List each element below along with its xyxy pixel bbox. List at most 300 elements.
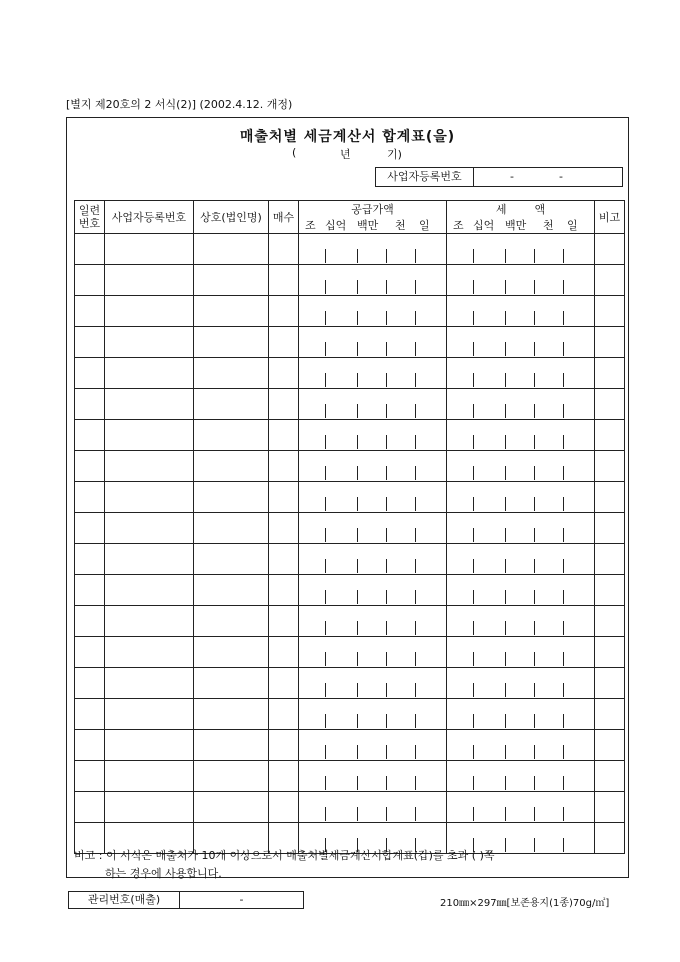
digit-separator xyxy=(415,807,416,821)
cell-sheet-count[interactable] xyxy=(269,265,299,296)
cell-sheet-count[interactable] xyxy=(269,637,299,668)
digit-separator xyxy=(357,249,358,263)
cell-sheet-count[interactable] xyxy=(269,668,299,699)
digit-separator xyxy=(357,807,358,821)
digit-separator xyxy=(534,807,535,821)
table-row xyxy=(75,544,625,575)
cell-company-name[interactable] xyxy=(194,606,269,637)
table-row xyxy=(75,730,625,761)
digit-separator xyxy=(325,776,326,790)
digit-separator xyxy=(357,714,358,728)
registration-dash-1: - xyxy=(510,170,514,183)
cell-company-name[interactable] xyxy=(194,792,269,823)
cell-business-number[interactable] xyxy=(105,296,194,327)
cell-remarks[interactable] xyxy=(595,761,625,792)
cell-company-name[interactable] xyxy=(194,637,269,668)
digit-separator xyxy=(563,466,564,480)
cell-supply-amount[interactable] xyxy=(299,296,447,327)
digit-separator xyxy=(473,249,474,263)
digit-separator xyxy=(325,590,326,604)
cell-supply-amount[interactable] xyxy=(299,513,447,544)
cell-business-number[interactable] xyxy=(105,637,194,668)
digit-separator xyxy=(386,559,387,573)
digit-separator xyxy=(415,745,416,759)
period-year: 년 xyxy=(340,148,351,161)
cell-sheet-count[interactable] xyxy=(269,234,299,265)
cell-remarks[interactable] xyxy=(595,265,625,296)
cell-remarks[interactable] xyxy=(595,296,625,327)
digit-separator xyxy=(563,280,564,294)
cell-serial[interactable] xyxy=(75,699,105,730)
digit-separator xyxy=(505,590,506,604)
cell-company-name[interactable] xyxy=(194,668,269,699)
cell-sheet-count[interactable] xyxy=(269,389,299,420)
digit-separator xyxy=(563,776,564,790)
cell-supply-amount[interactable] xyxy=(299,389,447,420)
table-row xyxy=(75,513,625,544)
table-row xyxy=(75,389,625,420)
digit-separator xyxy=(386,466,387,480)
supply-unit-baekman: 백만 xyxy=(357,219,379,232)
cell-serial[interactable] xyxy=(75,668,105,699)
digit-separator xyxy=(505,280,506,294)
cell-sheet-count[interactable] xyxy=(269,544,299,575)
cell-serial[interactable] xyxy=(75,575,105,606)
tax-unit-jo: 조 xyxy=(453,219,464,232)
cell-serial[interactable] xyxy=(75,296,105,327)
cell-remarks[interactable] xyxy=(595,234,625,265)
supply-unit-jo: 조 xyxy=(305,219,316,232)
management-number-value: - xyxy=(239,893,244,906)
cell-remarks[interactable] xyxy=(595,668,625,699)
cell-business-number[interactable] xyxy=(105,451,194,482)
cell-business-number[interactable] xyxy=(105,389,194,420)
digit-separator xyxy=(357,559,358,573)
cell-company-name[interactable] xyxy=(194,265,269,296)
digit-separator xyxy=(563,497,564,511)
digit-separator xyxy=(563,683,564,697)
digit-separator xyxy=(357,745,358,759)
cell-tax-amount[interactable] xyxy=(447,637,595,668)
cell-remarks[interactable] xyxy=(595,451,625,482)
digit-separator xyxy=(563,590,564,604)
digit-separator xyxy=(325,342,326,356)
digit-separator xyxy=(534,652,535,666)
paper-specification: 210㎜×297㎜[보존용지(1종)70g/㎡] xyxy=(440,898,610,909)
tax-unit-baekman: 백만 xyxy=(505,219,527,232)
col-serial-number xyxy=(75,201,105,234)
cell-company-name[interactable] xyxy=(194,482,269,513)
cell-business-number[interactable] xyxy=(105,606,194,637)
digit-separator xyxy=(325,807,326,821)
digit-separator xyxy=(386,249,387,263)
tax-amount-title: 세 액 xyxy=(495,203,546,216)
cell-supply-amount[interactable] xyxy=(299,358,447,389)
digit-separator xyxy=(563,342,564,356)
table-row xyxy=(75,792,625,823)
digit-separator xyxy=(415,373,416,387)
digit-separator xyxy=(386,745,387,759)
cell-tax-amount[interactable] xyxy=(447,296,595,327)
cell-supply-amount[interactable] xyxy=(299,730,447,761)
cell-supply-amount[interactable] xyxy=(299,792,447,823)
digit-separator xyxy=(357,776,358,790)
supply-amount-title: 공급가액 xyxy=(351,203,394,216)
digit-separator xyxy=(473,621,474,635)
tax-unit-sibeok: 십억 xyxy=(473,219,495,232)
digit-separator xyxy=(325,652,326,666)
digit-separator xyxy=(415,311,416,325)
cell-tax-amount[interactable] xyxy=(447,513,595,544)
digit-separator xyxy=(325,466,326,480)
cell-company-name[interactable] xyxy=(194,544,269,575)
digit-separator xyxy=(357,404,358,418)
table-row xyxy=(75,420,625,451)
digit-separator xyxy=(473,404,474,418)
digit-separator xyxy=(325,373,326,387)
cell-supply-amount[interactable] xyxy=(299,606,447,637)
cell-business-number[interactable] xyxy=(105,730,194,761)
cell-supply-amount[interactable] xyxy=(299,420,447,451)
col-serial-line2: 번호 xyxy=(78,217,101,230)
cell-company-name[interactable] xyxy=(194,451,269,482)
cell-serial[interactable] xyxy=(75,234,105,265)
digit-separator xyxy=(386,714,387,728)
cell-remarks[interactable] xyxy=(595,637,625,668)
digit-separator xyxy=(325,621,326,635)
cell-business-number[interactable] xyxy=(105,544,194,575)
digit-separator xyxy=(473,683,474,697)
registration-dash-2: - xyxy=(559,170,563,183)
cell-remarks[interactable] xyxy=(595,575,625,606)
cell-remarks[interactable] xyxy=(595,730,625,761)
cell-sheet-count[interactable] xyxy=(269,327,299,358)
cell-tax-amount[interactable] xyxy=(447,234,595,265)
cell-remarks[interactable] xyxy=(595,699,625,730)
digit-separator xyxy=(534,249,535,263)
digit-separator xyxy=(534,280,535,294)
cell-tax-amount[interactable] xyxy=(447,420,595,451)
digit-separator xyxy=(325,683,326,697)
cell-remarks[interactable] xyxy=(595,792,625,823)
digit-separator xyxy=(505,404,506,418)
cell-supply-amount[interactable] xyxy=(299,482,447,513)
digit-separator xyxy=(505,435,506,449)
cell-tax-amount[interactable] xyxy=(447,730,595,761)
cell-sheet-count[interactable] xyxy=(269,513,299,544)
digit-separator xyxy=(415,342,416,356)
digit-separator xyxy=(357,280,358,294)
digit-separator xyxy=(534,559,535,573)
col-business-number: 사업자등록번호 xyxy=(105,201,194,234)
cell-tax-amount[interactable] xyxy=(447,668,595,699)
cell-remarks[interactable] xyxy=(595,823,625,854)
digit-separator xyxy=(386,404,387,418)
cell-tax-amount[interactable] xyxy=(447,699,595,730)
cell-sheet-count[interactable] xyxy=(269,482,299,513)
cell-serial[interactable] xyxy=(75,451,105,482)
cell-supply-amount[interactable] xyxy=(299,327,447,358)
table-row xyxy=(75,327,625,358)
cell-serial[interactable] xyxy=(75,389,105,420)
digit-separator xyxy=(357,435,358,449)
digit-separator xyxy=(563,249,564,263)
registration-number-box xyxy=(375,167,623,187)
digit-separator xyxy=(563,652,564,666)
digit-separator xyxy=(386,311,387,325)
cell-serial[interactable] xyxy=(75,358,105,389)
digit-separator xyxy=(357,528,358,542)
digit-separator xyxy=(325,435,326,449)
digit-separator xyxy=(534,311,535,325)
digit-separator xyxy=(563,435,564,449)
digit-separator xyxy=(473,559,474,573)
supply-unit-cheon: 천 xyxy=(395,219,406,232)
management-number-label: 관리번호(매출) xyxy=(69,892,180,908)
digit-separator xyxy=(386,807,387,821)
digit-separator xyxy=(534,714,535,728)
cell-remarks[interactable] xyxy=(595,482,625,513)
cell-tax-amount[interactable] xyxy=(447,792,595,823)
cell-tax-amount[interactable] xyxy=(447,761,595,792)
cell-company-name[interactable] xyxy=(194,234,269,265)
table-row xyxy=(75,358,625,389)
digit-separator xyxy=(325,714,326,728)
digit-separator xyxy=(505,497,506,511)
digit-separator xyxy=(473,373,474,387)
management-number-box xyxy=(68,891,304,909)
cell-business-number[interactable] xyxy=(105,575,194,606)
cell-remarks[interactable] xyxy=(595,544,625,575)
cell-sheet-count[interactable] xyxy=(269,792,299,823)
digit-separator xyxy=(505,745,506,759)
cell-sheet-count[interactable] xyxy=(269,730,299,761)
cell-tax-amount[interactable] xyxy=(447,451,595,482)
digit-separator xyxy=(386,342,387,356)
cell-serial[interactable] xyxy=(75,265,105,296)
digit-separator xyxy=(505,652,506,666)
cell-company-name[interactable] xyxy=(194,699,269,730)
cell-business-number[interactable] xyxy=(105,234,194,265)
cell-company-name[interactable] xyxy=(194,420,269,451)
digit-separator xyxy=(534,683,535,697)
digit-separator xyxy=(415,683,416,697)
digit-separator xyxy=(563,838,564,852)
cell-sheet-count[interactable] xyxy=(269,358,299,389)
digit-separator xyxy=(325,497,326,511)
digit-separator xyxy=(473,311,474,325)
digit-separator xyxy=(357,590,358,604)
cell-business-number[interactable] xyxy=(105,358,194,389)
cell-business-number[interactable] xyxy=(105,668,194,699)
registration-number-label: 사업자등록번호 xyxy=(376,168,474,186)
cell-business-number[interactable] xyxy=(105,699,194,730)
digit-separator xyxy=(505,528,506,542)
digit-separator xyxy=(505,373,506,387)
supply-unit-il: 일 xyxy=(419,219,430,232)
digit-separator xyxy=(505,559,506,573)
digit-separator xyxy=(534,497,535,511)
cell-company-name[interactable] xyxy=(194,389,269,420)
cell-remarks[interactable] xyxy=(595,389,625,420)
cell-serial[interactable] xyxy=(75,513,105,544)
digit-separator xyxy=(357,373,358,387)
digit-separator xyxy=(534,373,535,387)
cell-business-number[interactable] xyxy=(105,792,194,823)
usage-note: 비고 : 이 서식은 매출처가 10개 이상으로서 매출처별세금계산서합계표(갑)를 초과 ( )쪽 xyxy=(74,849,495,862)
cell-sheet-count[interactable] xyxy=(269,296,299,327)
digit-separator xyxy=(386,373,387,387)
digit-separator xyxy=(325,528,326,542)
col-supply-amount xyxy=(299,201,447,234)
digit-separator xyxy=(473,714,474,728)
cell-remarks[interactable] xyxy=(595,513,625,544)
cell-business-number[interactable] xyxy=(105,513,194,544)
cell-serial[interactable] xyxy=(75,730,105,761)
table-row xyxy=(75,761,625,792)
cell-serial[interactable] xyxy=(75,792,105,823)
form-title: 매출처별 세금계산서 합계표(을) xyxy=(239,129,456,145)
digit-separator xyxy=(505,621,506,635)
digit-separator xyxy=(386,621,387,635)
sales-summary-table xyxy=(74,200,625,854)
digit-separator xyxy=(534,435,535,449)
cell-tax-amount[interactable] xyxy=(447,358,595,389)
cell-sheet-count[interactable] xyxy=(269,606,299,637)
cell-serial[interactable] xyxy=(75,761,105,792)
digit-separator xyxy=(386,497,387,511)
cell-tax-amount[interactable] xyxy=(447,544,595,575)
digit-separator xyxy=(325,249,326,263)
digit-separator xyxy=(473,497,474,511)
cell-serial[interactable] xyxy=(75,327,105,358)
cell-supply-amount[interactable] xyxy=(299,234,447,265)
cell-supply-amount[interactable] xyxy=(299,761,447,792)
digit-separator xyxy=(505,807,506,821)
digit-separator xyxy=(563,714,564,728)
cell-business-number[interactable] xyxy=(105,482,194,513)
col-serial-line1: 일련 xyxy=(78,204,101,217)
digit-separator xyxy=(415,249,416,263)
cell-company-name[interactable] xyxy=(194,761,269,792)
cell-supply-amount[interactable] xyxy=(299,668,447,699)
usage-note-continued: 하는 경우에 사용합니다. xyxy=(105,867,222,880)
cell-sheet-count[interactable] xyxy=(269,761,299,792)
digit-separator xyxy=(357,342,358,356)
cell-sheet-count[interactable] xyxy=(269,451,299,482)
cell-supply-amount[interactable] xyxy=(299,451,447,482)
cell-tax-amount[interactable] xyxy=(447,327,595,358)
table-row xyxy=(75,296,625,327)
digit-separator xyxy=(534,404,535,418)
cell-serial[interactable] xyxy=(75,482,105,513)
digit-separator xyxy=(505,249,506,263)
cell-company-name[interactable] xyxy=(194,327,269,358)
cell-remarks[interactable] xyxy=(595,358,625,389)
digit-separator xyxy=(473,435,474,449)
table-row xyxy=(75,265,625,296)
digit-separator xyxy=(415,776,416,790)
cell-supply-amount[interactable] xyxy=(299,637,447,668)
table-row xyxy=(75,637,625,668)
digit-separator xyxy=(534,838,535,852)
digit-separator xyxy=(415,621,416,635)
cell-tax-amount[interactable] xyxy=(447,482,595,513)
digit-separator xyxy=(357,497,358,511)
cell-business-number[interactable] xyxy=(105,265,194,296)
cell-company-name[interactable] xyxy=(194,513,269,544)
cell-business-number[interactable] xyxy=(105,327,194,358)
cell-supply-amount[interactable] xyxy=(299,575,447,606)
digit-separator xyxy=(357,652,358,666)
digit-separator xyxy=(505,776,506,790)
digit-separator xyxy=(563,745,564,759)
digit-separator xyxy=(563,373,564,387)
period-open: ( xyxy=(292,146,297,159)
digit-separator xyxy=(386,652,387,666)
cell-tax-amount[interactable] xyxy=(447,606,595,637)
cell-serial[interactable] xyxy=(75,420,105,451)
cell-company-name[interactable] xyxy=(194,575,269,606)
cell-serial[interactable] xyxy=(75,606,105,637)
col-sheet-count: 매수 xyxy=(269,201,299,234)
cell-sheet-count[interactable] xyxy=(269,575,299,606)
cell-company-name[interactable] xyxy=(194,358,269,389)
digit-separator xyxy=(415,466,416,480)
digit-separator xyxy=(534,621,535,635)
cell-sheet-count[interactable] xyxy=(269,699,299,730)
digit-separator xyxy=(415,590,416,604)
cell-supply-amount[interactable] xyxy=(299,544,447,575)
digit-separator xyxy=(563,528,564,542)
digit-separator xyxy=(534,342,535,356)
cell-company-name[interactable] xyxy=(194,730,269,761)
digit-separator xyxy=(415,404,416,418)
cell-company-name[interactable] xyxy=(194,296,269,327)
digit-separator xyxy=(505,466,506,480)
cell-business-number[interactable] xyxy=(105,420,194,451)
digit-separator xyxy=(415,435,416,449)
period-term: 기) xyxy=(387,148,402,161)
digit-separator xyxy=(415,280,416,294)
cell-remarks[interactable] xyxy=(595,327,625,358)
digit-separator xyxy=(357,683,358,697)
digit-separator xyxy=(473,342,474,356)
cell-supply-amount[interactable] xyxy=(299,265,447,296)
digit-separator xyxy=(473,652,474,666)
cell-remarks[interactable] xyxy=(595,606,625,637)
digit-separator xyxy=(386,683,387,697)
table-row xyxy=(75,482,625,513)
digit-separator xyxy=(534,745,535,759)
digit-separator xyxy=(386,590,387,604)
cell-tax-amount[interactable] xyxy=(447,389,595,420)
digit-separator xyxy=(534,466,535,480)
digit-separator xyxy=(473,528,474,542)
digit-separator xyxy=(386,776,387,790)
cell-business-number[interactable] xyxy=(105,761,194,792)
table-row xyxy=(75,575,625,606)
digit-separator xyxy=(473,280,474,294)
cell-tax-amount[interactable] xyxy=(447,575,595,606)
cell-remarks[interactable] xyxy=(595,420,625,451)
cell-tax-amount[interactable] xyxy=(447,265,595,296)
cell-supply-amount[interactable] xyxy=(299,699,447,730)
cell-sheet-count[interactable] xyxy=(269,420,299,451)
cell-serial[interactable] xyxy=(75,637,105,668)
digit-separator xyxy=(563,404,564,418)
cell-serial[interactable] xyxy=(75,544,105,575)
